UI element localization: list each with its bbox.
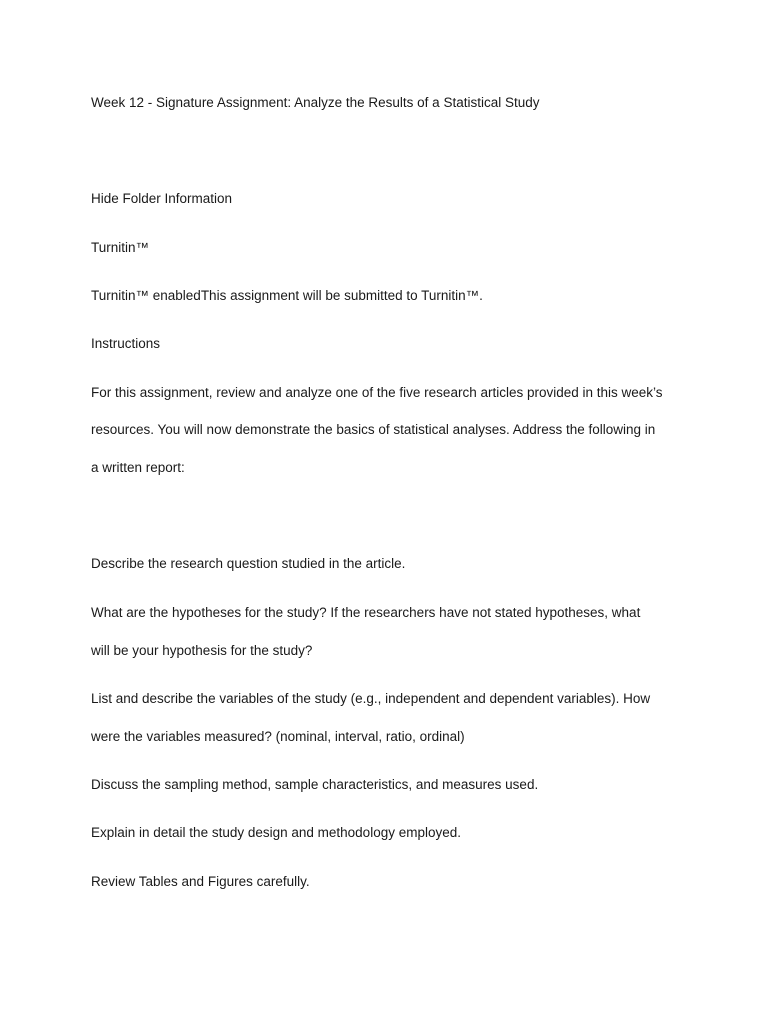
assignment-title: Week 12 - Signature Assignment: Analyze the Results of a Statistical Study: [91, 95, 540, 110]
turnitin-heading: Turnitin™: [91, 240, 150, 255]
task-research-question: Describe the research question studied in the article.: [91, 556, 406, 571]
task-tables: Review Tables and Figures carefully.: [91, 874, 310, 889]
intro-line: For this assignment, review and analyze one of the five research articles provided in this week’s: [91, 385, 663, 400]
task-variables-line: were the variables measured? (nominal, interval, ratio, ordinal): [91, 729, 465, 744]
intro-line: resources. You will now demonstrate the basics of statistical analyses. Address the following in: [91, 422, 656, 437]
hide-folder-info-link[interactable]: Hide Folder Information: [91, 191, 233, 206]
task-hypotheses-line: will be your hypothesis for the study?: [91, 643, 313, 658]
task-sampling: Discuss the sampling method, sample characteristics, and measures used.: [91, 777, 539, 792]
task-hypotheses-line: What are the hypotheses for the study? If the researchers have not stated hypotheses, what: [91, 605, 641, 620]
turnitin-notice: Turnitin™ enabledThis assignment will be submitted to Turnitin™.: [91, 288, 483, 303]
task-variables-line: List and describe the variables of the study (e.g., independent and dependent variables). How: [91, 691, 651, 706]
intro-line: a written report:: [91, 460, 185, 475]
instructions-heading: Instructions: [91, 336, 161, 351]
task-design: Explain in detail the study design and methodology employed.: [91, 825, 461, 840]
